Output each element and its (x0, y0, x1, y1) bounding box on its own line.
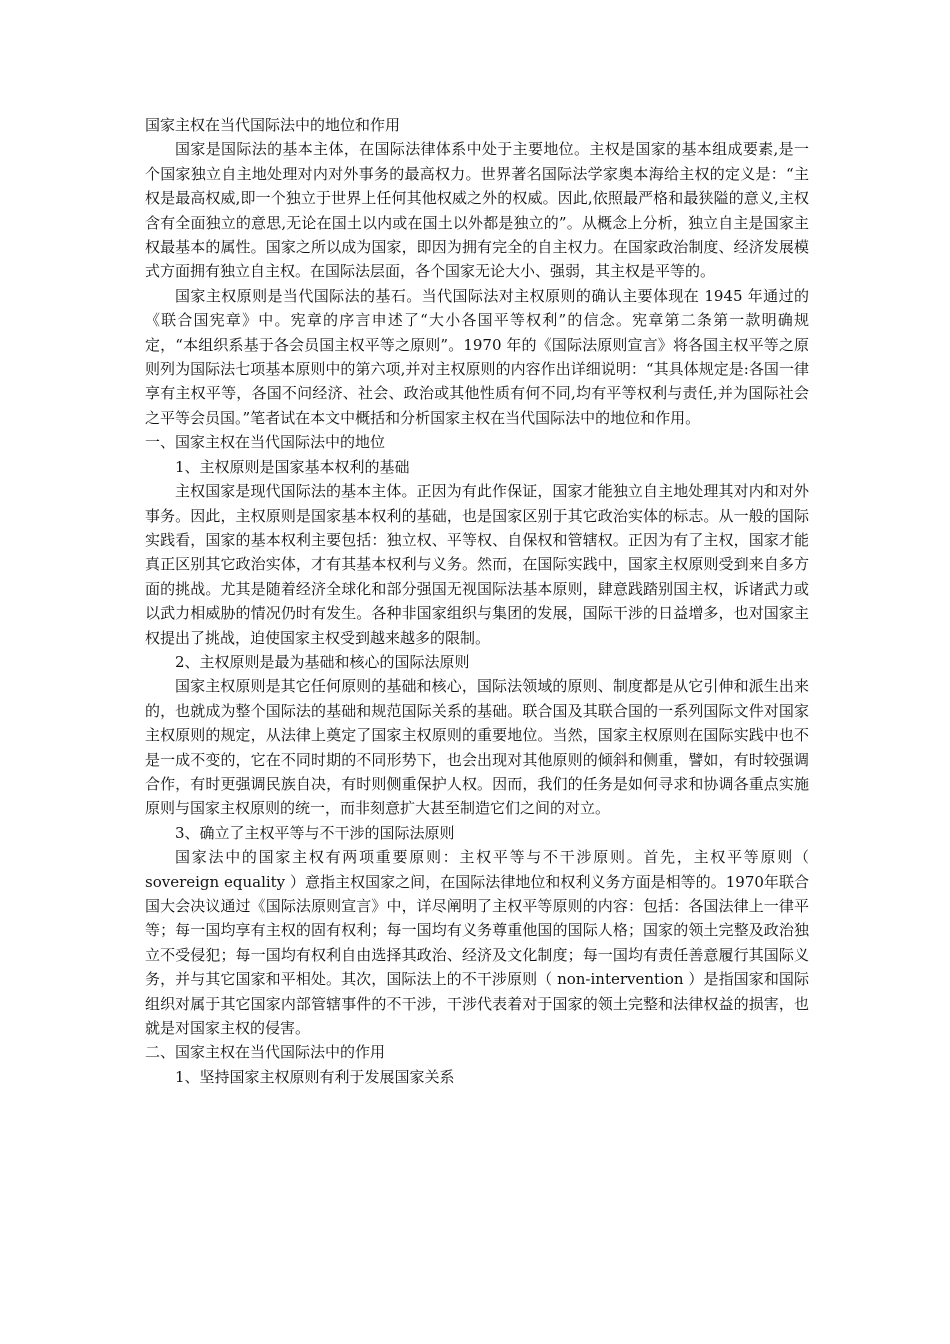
section-1-1-heading: 1、主权原则是国家基本权利的基础 (175, 457, 410, 476)
section-1-2-heading: 2、主权原则是最为基础和核心的国际法原则 (175, 652, 470, 671)
section-1-1-paragraph: 主权国家是现代国际法的基本主体。正因为有此作保证，国家才能独立自主地处理其对内和对外事务。因此，主权原则是国家基本权利的基础，也是国家区别于其它政治实体的标志。从一般的国际实践看，国家的基本权利主要包括：独立权、平等权、自保权和管辖权。正因为有了主权，国家才能真正区别其它政治实体，才有其基本权利与义务。然而，在国际实践中，国家主权原则受到来自多方面的挑战。尤其是随着经济全球化和部分强国无视国际法基本原则，肆意践踏别国主权，诉诸武力或以武力相威胁的情况仍时有发生。各种非国家组织与集团的发展，国际干涉的日益增多，也对国家主权提出了挑战，迫使国家主权受到越来越多的限制。 (145, 482, 809, 647)
intro-paragraph-1: 国家是国际法的基本主体，在国际法律体系中处于主要地位。主权是国家的基本组成要素,是一个国家独立自主地处理对内对外事务的最高权力。世界著名国际法学家奥本海给主权的定义是：“主权是最高权威,即一个独立于世界上任何其他权威之外的权威。因此,依照最严格和最狭隘的意义,主权含有全面独立的意思,无论在国土以内或在国土以外都是独立的”。从概念上分析，独立自主是国家主权最基本的属性。国家之所以成为国家，即因为拥有完全的自主权力。在国家政治制度、经济发展模式方面拥有独立自主权。在国际法层面，各个国家无论大小、强弱，其主权是平等的。 (145, 140, 809, 281)
section-1-3-heading: 3、确立了主权平等与不干涉的国际法原则 (175, 823, 455, 842)
section-1-2-paragraph: 国家主权原则是其它任何原则的基础和核心，国际法领域的原则、制度都是从它引伸和派生出来的，也就成为整个国际法的基础和规范国际关系的基础。联合国及其联合国的一系列国际文件对国家主权原则的规定，从法律上奠定了国家主权原则的重要地位。当然，国家主权原则在国际实践中也不是一成不变的，它在不同时期的不同形势下，也会出现对其他原则的倾斜和侧重，譬如，有时较强调合作，有时更强调民族自决，有时则侧重保护人权。因而，我们的任务是如何寻求和协调各重点实施原则与国家主权原则的统一，而非刻意扩大甚至制造它们之间的对立。 (145, 677, 809, 818)
section-1-heading: 一、国家主权在当代国际法中的地位 (145, 433, 386, 452)
section-1-3-paragraph: 国家法中的国家主权有两项重要原则：主权平等与不干涉原则。首先，主权平等原则（ sovereign equality ）意指主权国家之间，在国际法律地位和权利义务方面是相等的。1970年联合国大会决议通过《国际法原则宣言》中，详尽阐明了主权平等原则的内容：包括：各国法律上一律平等；每一国均享有主权的固有权利；每一国均有义务尊重他国的国际人格；国家的领土完整及政治独立不受侵犯；每一国均有权利自由选择其政治、经济及文化制度；每一国均有责任善意履行其国际义务，并与其它国家和平相处。其次，国际法上的不干涉原则（ non-intervention ）是指国家和国际组织对属于其它国家内部管辖事件的不干涉，干涉代表着对于国家的领土完整和法律权益的损害，也就是对国家主权的侵害。 (145, 848, 809, 1038)
section-2-1-heading: 1、坚持国家主权原则有利于发展国家关系 (175, 1067, 455, 1086)
intro-paragraph-2: 国家主权原则是当代国际法的基石。当代国际法对主权原则的确认主要体现在 1945 年通过的《联合国宪章》中。宪章的序言申述了“大小各国平等权利”的信念。宪章第二条第一款明确规定，“本组织系基于各会员国主权平等之原则”。1970 年的《国际法原则宣言》将各国主权平等之原则列为国际法七项基本原则中的第六项,并对主权原则的内容作出详细说明：“其具体规定是:各国一律享有主权平等，各国不问经济、社会、政治或其他性质有何不同,均有平等权利与责任,并为国际社会之平等会员国。”笔者试在本文中概括和分析国家主权在当代国际法中的地位和作用。 (145, 286, 809, 427)
document-title: 国家主权在当代国际法中的地位和作用 (145, 116, 401, 134)
section-2-heading: 二、国家主权在当代国际法中的作用 (145, 1043, 386, 1062)
document-page (145, 113, 809, 1089)
